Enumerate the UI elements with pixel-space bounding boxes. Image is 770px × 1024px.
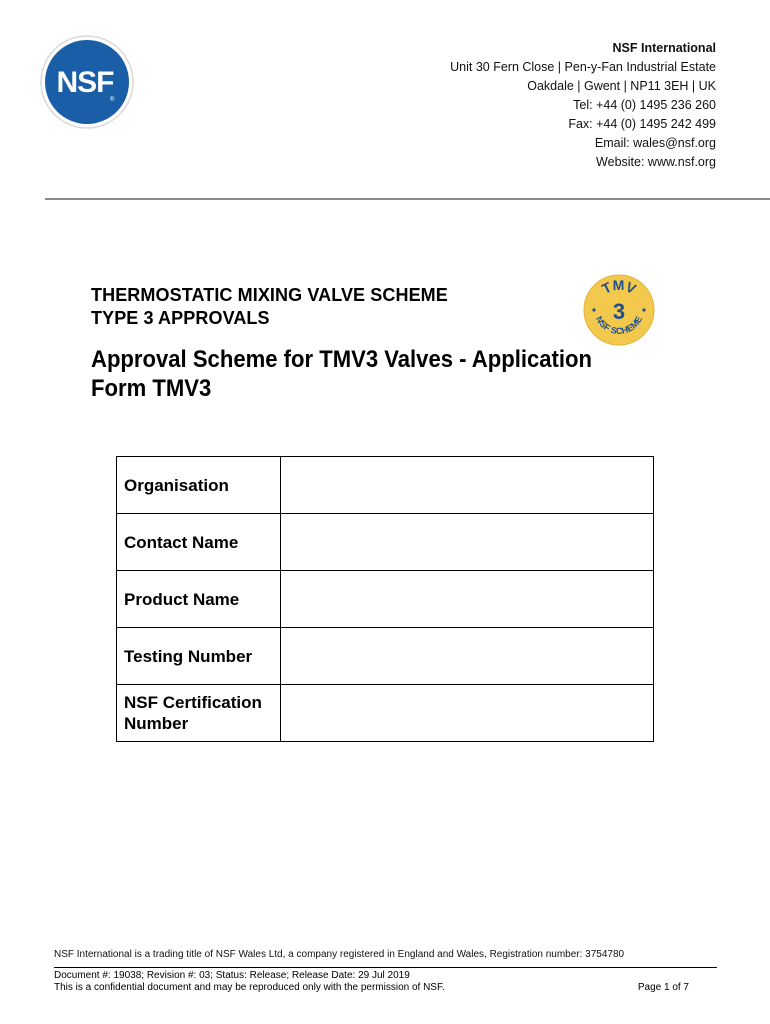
field-label-nsf-certification-number: NSF Certification Number: [117, 685, 281, 742]
testing-number-field[interactable]: [281, 628, 654, 685]
phone-line: Tel: +44 (0) 1495 236 260: [573, 98, 716, 112]
nsf-logo-reg-mark: ®: [110, 97, 115, 103]
address-line: Unit 30 Fern Close | Pen-y-Fan Industrial Estate: [450, 60, 716, 74]
field-label-testing-number: Testing Number: [117, 628, 281, 685]
header-divider: [45, 198, 770, 200]
fax-line: Fax: +44 (0) 1495 242 499: [568, 117, 716, 131]
document-title: Approval Scheme for TMV3 Valves - Application Form TMV3: [91, 346, 593, 402]
organisation-field[interactable]: [281, 457, 654, 514]
tmv3-badge: [582, 273, 656, 347]
scheme-heading-line1: THERMOSTATIC MIXING VALVE SCHEME: [91, 285, 448, 305]
product-name-field[interactable]: [281, 571, 654, 628]
field-label-product-name: Product Name: [117, 571, 281, 628]
scheme-heading-line2: TYPE 3 APPROVALS: [91, 308, 270, 328]
email-line: Email: wales@nsf.org: [594, 136, 716, 150]
badge-number: 3: [612, 299, 626, 324]
badge-top-text: TMV: [599, 276, 639, 297]
company-disclaimer: NSF International is a trading title of NSF Wales Ltd, a company registered in England and Wales, Registration number: 3754780: [54, 949, 625, 960]
org-name: NSF International: [612, 41, 716, 55]
address-line: Oakdale | Gwent | NP11 3EH | UK: [527, 79, 716, 93]
page-number: Page 1 of 7: [637, 982, 689, 993]
scheme-heading: [91, 284, 448, 330]
website-line: Website: www.nsf.org: [596, 155, 716, 169]
field-label-contact-name: Contact Name: [117, 514, 281, 571]
form-row: [117, 628, 654, 685]
nsf-logo-text: NSF: [56, 66, 114, 99]
document-revision-line: Document #: 19038; Revision #: 03; Status: Release; Release Date: 29 Jul 2019: [54, 970, 410, 981]
nsf-logo: [40, 35, 134, 129]
form-row: [117, 514, 654, 571]
confidentiality-notice: This is a confidential document and may be reproduced only with the permission of NSF.: [54, 982, 445, 993]
field-label-organisation: Organisation: [117, 457, 281, 514]
form-row: [117, 685, 654, 742]
document-info: [54, 970, 445, 994]
address-block: [450, 39, 716, 172]
footer-divider: [54, 967, 717, 968]
form-row: [117, 457, 654, 514]
nsf-certification-number-field[interactable]: [281, 685, 654, 742]
form-row: [117, 571, 654, 628]
contact-name-field[interactable]: [281, 514, 654, 571]
application-form: [116, 456, 654, 742]
badge-bottom-text: NSF SCHEME: [593, 314, 645, 337]
